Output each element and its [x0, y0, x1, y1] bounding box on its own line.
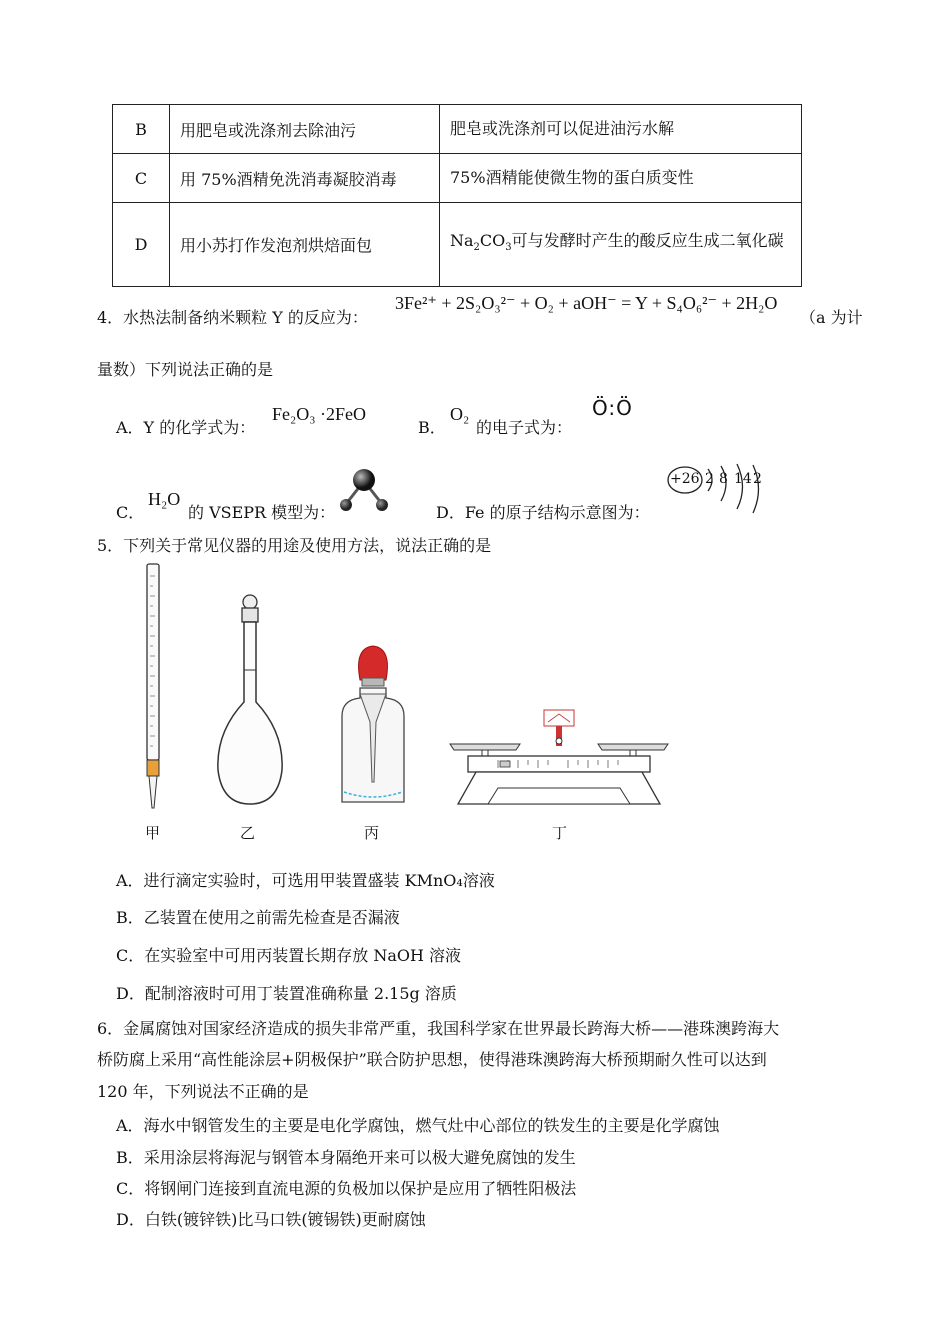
table-row: [113, 203, 802, 287]
shell-electrons: 2: [753, 471, 762, 487]
q5-option-b: B．乙装置在使用之前需先检查是否漏液: [116, 908, 400, 927]
q6-stem-line1: 6．金属腐蚀对国家经济造成的损失非常严重，我国科学家在世界最长跨海大桥——港珠澳跨海大: [97, 1019, 780, 1038]
q6-option-b: B．采用涂层将海泥与钢管本身隔绝开来可以极大避免腐蚀的发生: [116, 1148, 576, 1167]
practice-cell: 用 75%酒精免洗消毒凝胶消毒: [170, 154, 440, 203]
q5-stem: 5．下列关于常见仪器的用途及使用方法，说法正确的是: [97, 536, 492, 555]
option-cell: B: [113, 105, 170, 154]
q4-option-a: A．Y 的化学式为：: [116, 418, 256, 437]
apparatus-label: 丁: [552, 824, 568, 842]
shell-electrons: 14: [734, 471, 752, 487]
balance-scale-icon: [448, 708, 670, 810]
q6-stem-line2: 桥防腐上采用“高性能涂层+阴极保护”联合防护思想，使得港珠澳跨海大桥预期耐久性可以达到: [97, 1050, 767, 1069]
table-row: [113, 105, 802, 154]
q4-option-d: D．Fe 的原子结构示意图为：: [436, 503, 650, 522]
q4-option-c-text: 的 VSEPR 模型为：: [188, 503, 336, 522]
practice-cell: 用小苏打作发泡剂烘焙面包: [170, 203, 440, 287]
atom-structure-diagram: [666, 463, 768, 517]
q6-option-d: D．白铁(镀锌铁)比马口铁(镀锡铁)更耐腐蚀: [116, 1210, 426, 1229]
volumetric-flask-icon: [212, 592, 288, 812]
q5-option-d: D．配制溶液时可用丁装置准确称量 2.15g 溶质: [116, 984, 457, 1003]
options-table: [112, 104, 802, 287]
dropper-bottle-icon: [336, 642, 410, 812]
apparatus-label: 甲: [145, 824, 161, 842]
q4-option-b-text: 的电子式为：: [476, 418, 573, 437]
q5-option-c: C．在实验室中可用丙装置长期存放 NaOH 溶液: [116, 946, 462, 965]
q4-stem-end: （a 为计: [800, 308, 863, 327]
apparatus-label: 丙: [364, 824, 380, 842]
table-row: [113, 154, 802, 203]
q4-option-a-formula: Fe₂O₃ ·2FeO: [272, 404, 367, 424]
reason-cell: $Na_2CO_3$可与发酵时产生的酸反应生成二氧化碳: [440, 203, 802, 287]
shell-electrons: 2: [705, 471, 714, 487]
option-cell: C: [113, 154, 170, 203]
q5-option-a: A．进行滴定实验时，可选用甲装置盛装 KMnO₄溶液: [116, 871, 495, 890]
reason-cell: 75%酒精能使微生物的蛋白质变性: [440, 154, 802, 203]
q4-option-c-formula: H₂O: [148, 489, 181, 509]
apparatus-label: 乙: [240, 824, 256, 842]
q6-option-a: A．海水中钢管发生的主要是电化学腐蚀，燃气灶中心部位的铁发生的主要是化学腐蚀: [116, 1116, 720, 1135]
vsepr-model-icon: [336, 466, 392, 514]
reason-cell: 肥皂或洗涤剂可以促进油污水解: [440, 105, 802, 154]
q6-option-c: C．将钢闸门连接到直流电源的负极加以保护是应用了牺牲阳极法: [116, 1179, 577, 1198]
q4-equation: 3Fe²⁺ + 2S₂O₃²⁻ + O₂ + aOH⁻ = Y + S₄O₆²⁻ + 2H₂O: [395, 293, 778, 313]
shell-electrons: 8: [719, 471, 728, 487]
q4-option-b-formula: O₂: [450, 404, 470, 424]
practice-cell: 用肥皂或洗涤剂去除油污: [170, 105, 440, 154]
q6-stem-line3: 120 年，下列说法不正确的是: [97, 1082, 309, 1101]
electron-dot-formula: Ö:Ö: [592, 396, 633, 420]
q4-stem: 4．水热法制备纳米颗粒 Y 的反应为：: [97, 308, 368, 327]
q4-option-c: C．: [116, 503, 145, 522]
q4-stem-line2: 量数）下列说法正确的是: [97, 360, 274, 379]
burette-icon: [138, 562, 168, 812]
option-cell: D: [113, 203, 170, 287]
q4-option-b: B．: [418, 418, 446, 437]
atom-nucleus: +26: [670, 471, 700, 487]
